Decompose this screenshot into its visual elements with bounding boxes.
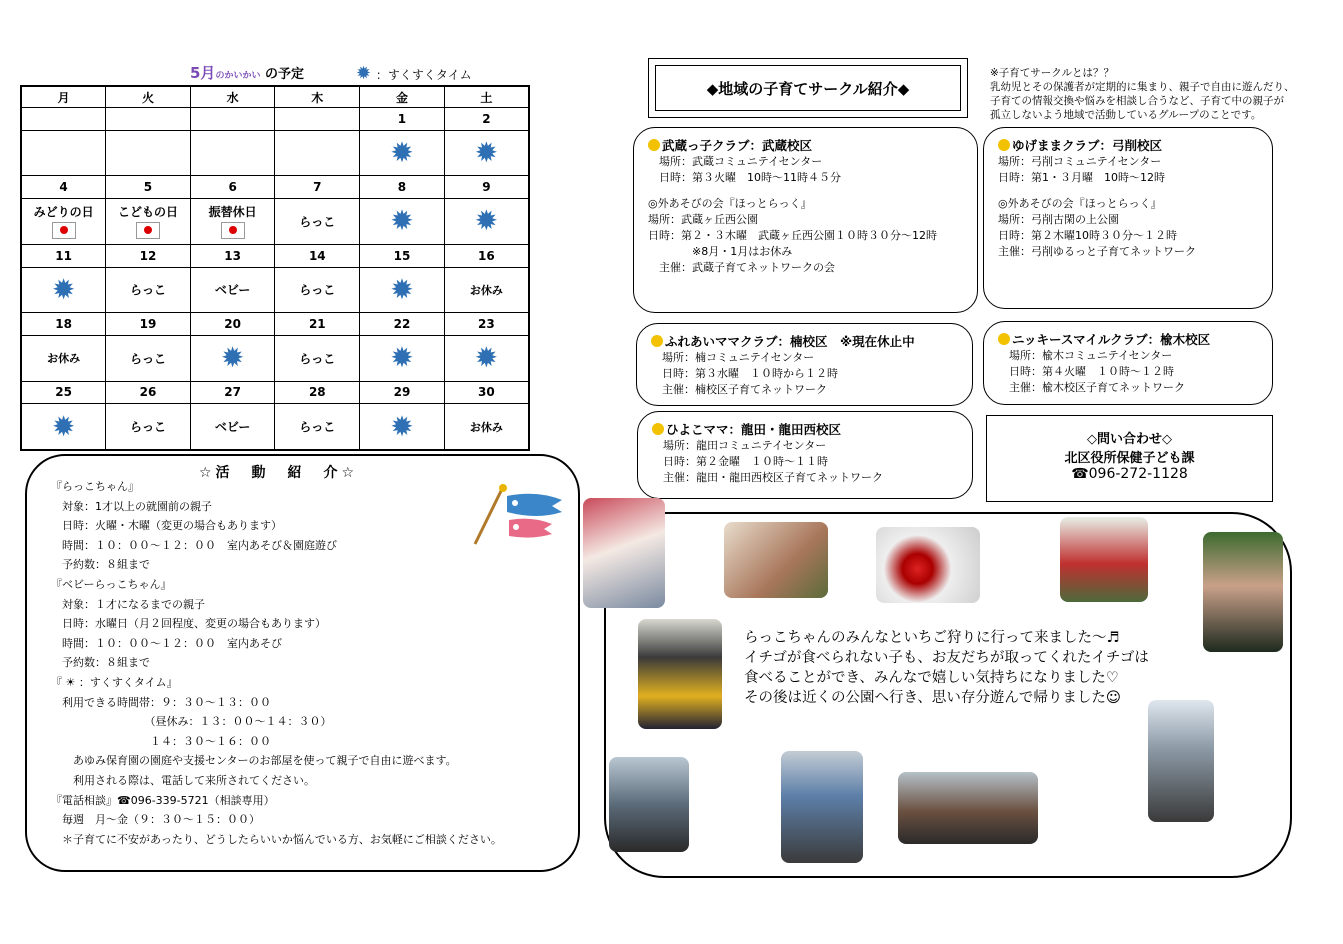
activity-line: 毎週 月～金（９：３０～１５：００） [51, 813, 260, 827]
circle-card [636, 323, 973, 406]
calendar-activity-label: らっこ [129, 420, 166, 435]
calendar-activity-label: 振替休日 [208, 205, 257, 220]
chick-icon [998, 333, 1010, 345]
circle-line: ◎外あそびの会『ほっとらっく』 [998, 197, 1162, 210]
calendar-activity [275, 130, 360, 176]
calendar-activity-label: みどりの日 [33, 205, 94, 220]
contact-box [986, 415, 1273, 502]
calendar-day-number: 12 [106, 244, 191, 267]
calendar-day-number: 9 [444, 176, 529, 199]
calendar-day-number: 27 [190, 381, 275, 404]
activity-line: 『電話相談』☎096-339-5721（相談専用） [51, 793, 275, 807]
sun-icon [444, 335, 529, 381]
calendar-activity-label: らっこ [299, 351, 336, 366]
activity-line: 『ベビーらっこちゃん』 [51, 578, 172, 591]
bench-photo [898, 772, 1038, 844]
sun-icon: ✹ [390, 341, 414, 375]
weekday-header: 金 [360, 86, 445, 108]
calendar-heading-suffix: の予定 [264, 67, 304, 82]
calendar-activity [275, 199, 360, 245]
sun-icon: ✹ [51, 409, 76, 443]
circle-note [990, 66, 1295, 122]
note-line: ※子育てサークルとは？？ [990, 67, 1114, 79]
calendar-heading [190, 62, 304, 83]
story-line: らっこちゃんのみんなといちご狩りに行って来ました～♬ [744, 630, 1120, 646]
calendar-activity [106, 267, 191, 313]
chick-icon [648, 139, 660, 151]
mother-child-photo [1203, 532, 1283, 652]
calendar-legend [356, 63, 472, 84]
activity-line: 日時：水曜日（月２回程度、変更の場合もあります） [51, 617, 326, 631]
circle-line: 場所：楡木コミュニテイセンター [998, 349, 1173, 362]
sun-icon: ✹ [474, 204, 499, 238]
activity-line: 対象：１才になるまでの親子 [51, 597, 205, 611]
sun-icon: ✹ [390, 409, 414, 443]
calendar-day-number [190, 108, 275, 131]
circle-line: 日時：第２金曜 １０時～１１時 [652, 455, 828, 468]
sun-icon: ✹ [51, 272, 76, 306]
calendar-day-number: 29 [360, 381, 445, 404]
calendar-day-number: 30 [444, 381, 529, 404]
calendar-day-number: 1 [360, 108, 445, 131]
calendar-activity-label: お休み [469, 283, 503, 297]
circle-line: 場所：武蔵ヶ丘西公園 [648, 213, 758, 226]
calendar-day-number: 20 [190, 313, 275, 336]
circle-line: 日時：第３火曜 10時～11時４５分 [648, 171, 841, 184]
activity-line: （昼休み：１３：００～１４：３０） [51, 715, 332, 729]
calendar-day-number: 6 [190, 176, 275, 199]
slide-tube-photo [1148, 700, 1214, 822]
circle-line: 場所：武蔵コミュニテイセンター [648, 155, 823, 168]
circle-card [633, 127, 978, 313]
calendar-activity [106, 199, 191, 245]
sun-icon [444, 130, 529, 176]
calendar-activity [444, 404, 529, 450]
calendar-day-number: 21 [275, 313, 360, 336]
sun-icon [190, 335, 275, 381]
chick-icon [651, 335, 663, 347]
japan-flag-icon [52, 222, 76, 239]
calendar-activity [106, 335, 191, 381]
calendar-activity-label: ベビー [214, 283, 251, 298]
note-line: 乳幼児とその保護者が定期的に集まり、親子で自由に遊んだり、 [990, 81, 1295, 93]
circle-title-text: ニッキースマイルクラブ：楡木校区 [1012, 332, 1211, 347]
chick-icon [998, 139, 1010, 151]
calendar-activity [444, 267, 529, 313]
circle-line: 日時：第４火曜 １０時～１２時 [998, 365, 1174, 378]
calendar-activity [21, 130, 106, 176]
circle-title [651, 332, 958, 350]
calendar-day-number: 2 [444, 108, 529, 131]
sun-icon: ✹ [356, 63, 372, 84]
activity-title: ☆活 動 紹 介☆ [199, 465, 359, 481]
sun-icon [360, 335, 445, 381]
sun-icon [21, 404, 106, 450]
calendar-day-number: 8 [360, 176, 445, 199]
story-line: 食べることができ、みんなで嬉しい気持ちになりました♡ [744, 670, 1119, 686]
activity-line: １４：３０～１６：００ [51, 734, 271, 748]
calendar-activity-label: らっこ [299, 283, 336, 298]
circle-card [983, 127, 1273, 309]
calendar-activity [275, 404, 360, 450]
activity-section [25, 454, 580, 872]
activity-line: 予約数：８組まで [51, 656, 150, 670]
activity-line: 利用される際は、電話して来所されてください。 [51, 774, 315, 787]
circle-title [998, 330, 1258, 348]
circle-title-text: 武蔵っ子クラブ：武蔵校区 [662, 138, 813, 153]
calendar-day-number: 15 [360, 244, 445, 267]
note-line: 子育ての情報交換や悩みを相談し合うなど、子育て中の親子が [990, 95, 1284, 107]
circle-line: 日時：第３水曜 １０時から１２時 [651, 367, 838, 380]
slide-photo-1 [609, 757, 689, 852]
family-photo [724, 522, 828, 598]
calendar-activity [106, 404, 191, 450]
circle-section-title-box [648, 58, 968, 118]
calendar-day-number: 16 [444, 244, 529, 267]
circle-line: 日時：第２・３木曜 武蔵ヶ丘西公園１０時３０分～12時 [648, 229, 937, 242]
calendar-activity [275, 335, 360, 381]
circle-line: 日時：第２木曜10時３０分～１２時 [998, 229, 1177, 242]
calendar-activity-label: らっこ [129, 283, 166, 298]
activity-line: 『 ☀ ：すくすくタイム』 [51, 676, 178, 689]
calendar-day-number: 14 [275, 244, 360, 267]
activity-line: 時間：１０：００～１２：００ 室内あそび [51, 636, 282, 650]
activity-line: 『らっこちゃん』 [51, 480, 139, 493]
calendar-day-number: 22 [360, 313, 445, 336]
circle-title [998, 136, 1258, 154]
circle-line: 日時：第1・３月曜 10時～12時 [998, 171, 1165, 184]
calendar-day-number: 18 [21, 313, 106, 336]
sun-icon: ✹ [474, 136, 499, 170]
circle-line: 主催：武蔵子育てネットワークの会 [648, 261, 835, 274]
circle-line [998, 186, 1258, 196]
circle-title-text: ゆげままクラブ：弓削校区 [1012, 138, 1163, 153]
circle-line: 場所：楠コミュニテイセンター [651, 351, 815, 364]
calendar-day-number: 19 [106, 313, 191, 336]
boy-strawberry-photo [638, 619, 722, 729]
sun-icon [444, 199, 529, 245]
sun-icon [21, 267, 106, 313]
circle-line: 主催：楡木校区子育てネットワーク [998, 381, 1185, 394]
circle-line: 主催：龍田・龍田西校区子育てネットワーク [652, 471, 883, 484]
strawberry-farm-sign-photo [583, 498, 665, 608]
calendar-day-number: 7 [275, 176, 360, 199]
calendar-activity [190, 404, 275, 450]
child-eating-photo [1060, 517, 1148, 602]
circle-title-text: ひよこママ：龍田・龍田西校区 [666, 422, 842, 437]
sun-icon: ✹ [390, 272, 414, 306]
activity-line: 利用できる時間帯：９：３０～１３：００ [51, 695, 271, 709]
circle-line: 場所：弓削古閑の上公園 [998, 213, 1119, 226]
activity-line: あゆみ保育園の園庭や支援センターのお部屋を使って親子で自由に遊べます。 [51, 754, 457, 768]
story-line: イチゴが食べられない子も、お友だちが取ってくれたイチゴは [744, 650, 1149, 666]
calendar-activity-label: らっこ [129, 351, 166, 366]
calendar-table [20, 85, 530, 451]
legend-label: ：すくすくタイム [375, 68, 472, 82]
circle-line: 場所：龍田コミュニテイセンター [652, 439, 827, 452]
sun-icon [360, 404, 445, 450]
circle-line: ※8月・1月はお休み [648, 245, 793, 258]
calendar-month: 5月 [190, 64, 216, 82]
activity-line: 対象：1才以上の就園前の親子 [51, 499, 212, 513]
activity-line: 予約数：８組まで [51, 558, 150, 572]
strawberries-photo [876, 527, 980, 603]
circle-line: ◎外あそびの会『ほっとらっく』 [648, 197, 812, 210]
sun-icon: ✹ [390, 204, 414, 238]
activity-line: ＊子育てに不安があったり、どうしたらいいか悩んでいる方、お気軽にご相談ください。 [51, 832, 502, 846]
circle-line: 主催：楠校区子育てネットワーク [651, 383, 827, 396]
calendar-activity [190, 267, 275, 313]
calendar-day-number: 4 [21, 176, 106, 199]
slide-photo-2 [781, 751, 863, 863]
contact-title: ◇問い合わせ◇ [1087, 432, 1172, 447]
circle-line: 主催：弓削ゆるっと子育てネットワーク [998, 245, 1196, 258]
japan-flag-icon [136, 222, 160, 239]
circle-line [648, 186, 963, 196]
calendar-day-number [106, 108, 191, 131]
calendar-day-number [21, 108, 106, 131]
japan-flag-icon [221, 222, 245, 239]
contact-phone: ☎096-272-1128 [1071, 466, 1188, 482]
calendar-day-number: 26 [106, 381, 191, 404]
calendar-day-number: 13 [190, 244, 275, 267]
circle-card [983, 321, 1273, 405]
note-line: 孤立しないよう地域で活動しているグループのことです。 [990, 109, 1262, 121]
calendar-activity-label: ベビー [214, 420, 251, 435]
sun-icon: ✹ [474, 341, 499, 375]
calendar-activity [21, 199, 106, 245]
sun-icon: ✹ [390, 136, 414, 170]
weekday-header: 火 [106, 86, 191, 108]
sun-icon [360, 130, 445, 176]
calendar-activity-label: お休み [469, 420, 503, 434]
calendar-activity [21, 335, 106, 381]
circle-card [637, 411, 973, 499]
chick-icon [652, 423, 664, 435]
circle-title-text: ふれあいママクラブ：楠校区 ※現在休止中 [665, 334, 915, 349]
circle-title [648, 136, 963, 154]
weekday-header: 木 [275, 86, 360, 108]
koinobori-icon [467, 484, 567, 554]
weekday-header: 水 [190, 86, 275, 108]
weekday-header: 土 [444, 86, 529, 108]
calendar-day-number [275, 108, 360, 131]
calendar-day-number: 28 [275, 381, 360, 404]
calendar-day-number: 11 [21, 244, 106, 267]
calendar-activity-label: らっこ [299, 420, 336, 435]
calendar-activity [190, 130, 275, 176]
calendar-activity-label: らっこ [299, 214, 336, 229]
sun-icon [360, 267, 445, 313]
calendar-activity [275, 267, 360, 313]
calendar-day-number: 25 [21, 381, 106, 404]
activity-line: 時間：１０：００～１２：００ 室内あそび＆園庭遊び [51, 538, 337, 552]
calendar-activity [106, 130, 191, 176]
calendar-activity [190, 199, 275, 245]
sun-icon: ✹ [220, 341, 245, 375]
sun-icon [360, 199, 445, 245]
calendar-month-deco: のかいかい [215, 71, 261, 81]
calendar-activity-label: こどもの日 [117, 205, 178, 220]
story-line: その後は近くの公園へ行き、思い存分遊んで帰りました☺ [744, 690, 1122, 706]
circle-title [652, 420, 958, 438]
weekday-header: 月 [21, 86, 106, 108]
calendar-activity-label: お休み [47, 352, 81, 366]
contact-office: 北区役所保健子ども課 [1064, 451, 1195, 466]
circle-section-title: ◆地域の子育てサークル紹介◆ [655, 65, 961, 111]
calendar-day-number: 5 [106, 176, 191, 199]
activity-line: 日時：火曜・木曜（変更の場合もあります） [51, 519, 282, 533]
calendar-day-number: 23 [444, 313, 529, 336]
story-text [744, 628, 1149, 708]
circle-line: 場所：弓削コミュニテイセンター [998, 155, 1162, 168]
